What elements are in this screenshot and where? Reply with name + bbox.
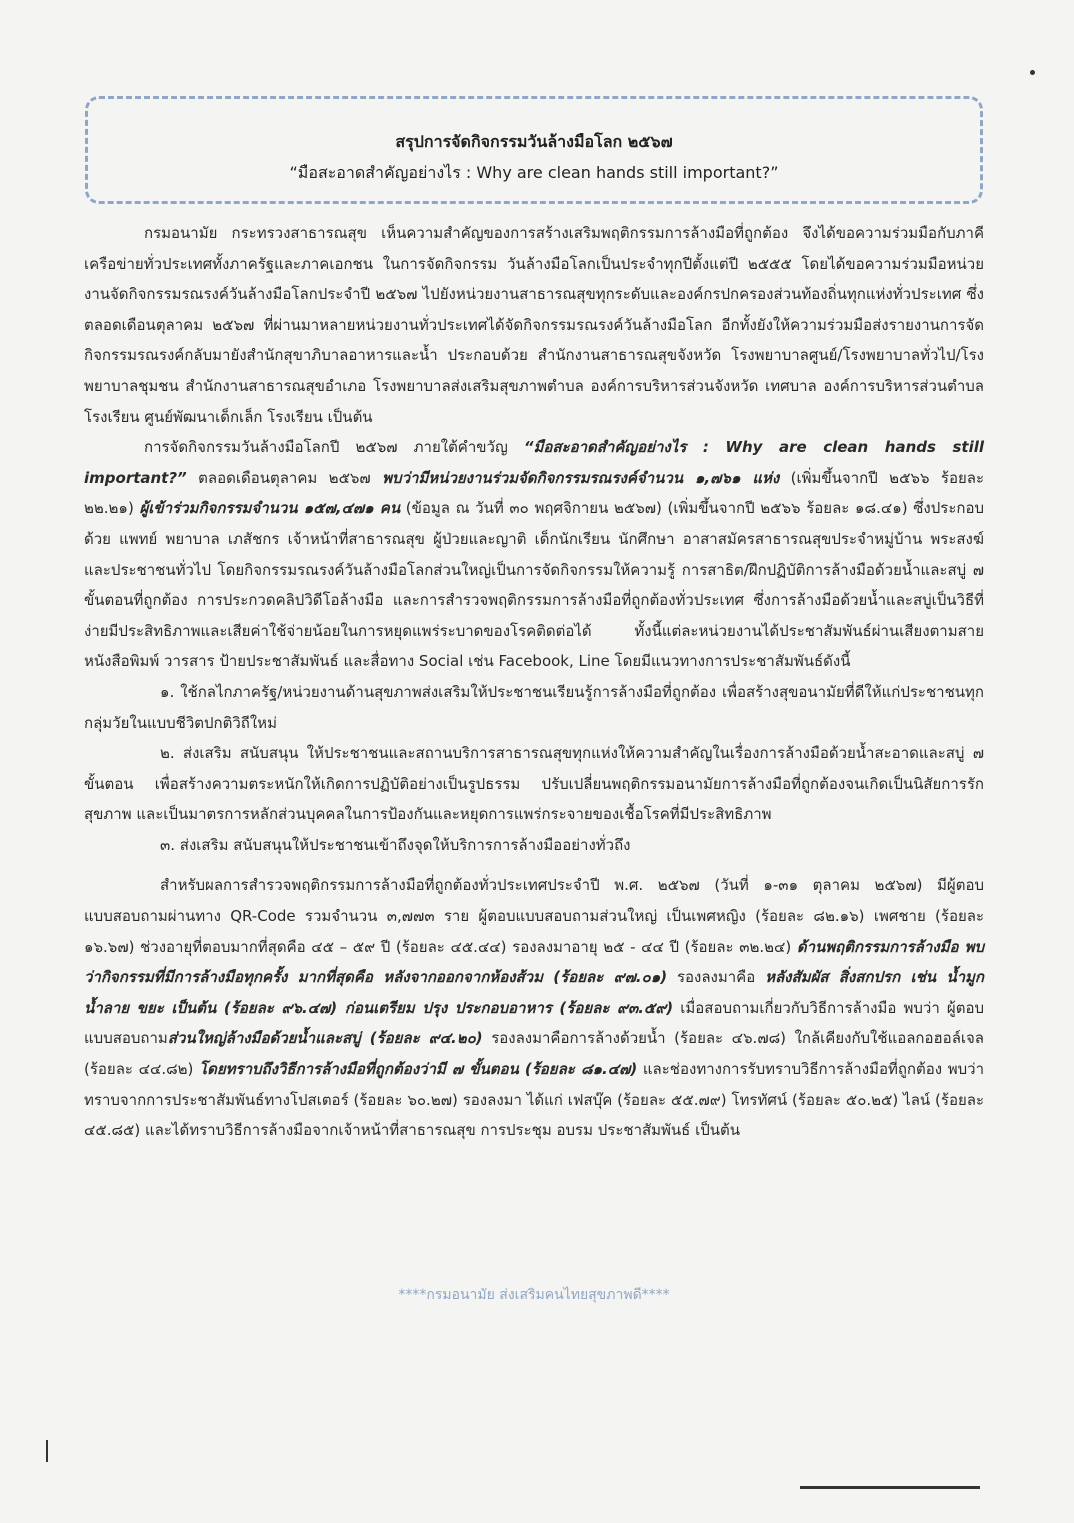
paragraph-3-part-e: เมื่อสอบถามเกี่ยวกับวิธีการล้างมือ พบว่า ผู้ตอบแบบสอบถาม (84, 998, 984, 1048)
paragraph-2-agencies: พบว่ามีหน่วยงานร่วมจัดกิจกรรมรณรงค์จำนวน ๑,๗๖๑ แห่ง (382, 468, 780, 487)
scan-mark-left (46, 1440, 48, 1462)
paragraph-2 (84, 432, 984, 677)
paragraph-3-soap: ส่วนใหญ่ล้างมือด้วยน้ำและสบู่ (ร้อยละ ๙๔.๒๐) (167, 1029, 483, 1048)
list-item-1: ๑. ใช้กลไกภาครัฐ/หน่วยงานด้านสุขภาพส่งเสริมให้ประชาชนเรียนรู้การล้างมือที่ถูกต้อง เพื่อสร้างสุขอนามัยที่ดีให้แก่ประชาชนทุกกลุ่มวัยในแบบชีวิตปกติวิถีใหม่ (84, 682, 984, 732)
paragraph-1: กรมอนามัย กระทรวงสาธารณสุข เห็นความสำคัญของการสร้างเสริมพฤติกรรมการล้างมือที่ถูกต้อง จึงได้ขอความร่วมมือกับภาคีเครือข่ายทั่วประเทศทั้งภาครัฐและภาคเอกชน ในการจัดกิจกรรม วันล้างมือโลกเป็นประจำทุกปีตั้งแต่ปี ๒๕๕๕ โดยได้ขอความร่วมมือหน่วยงานจัดกิจกรรมรณรงค์วันล้างมือโลกประจำปี ๒๕๖๗ ไปยังหน่วยงานสาธารณสุขทุกระดับและองค์กรปกครองส่วนท้องถิ่นทุกแห่งทั่วประเทศ ซึ่งตลอดเดือนตุลาคม ๒๕๖๗ ที่ผ่านมาหลายหน่วยงานทั่วประเทศได้จัดกิจกรรมรณรงค์วันล้างมือโลก อีกทั้งยังให้ความร่วมมือส่งรายงานการจัดกิจกรรมรณรงค์กลับมายังสำนักสุขาภิบาลอาหารและน้ำ ประกอบด้วย สำนักงานสาธารณสุขจังหวัด โรงพยาบาลศูนย์/โรงพยาบาลทั่วไป/โรงพยาบาลชุมชน สำนักงานสาธารณสุขอำเภอ โรงพยาบาลส่งเสริมสุขภาพตำบล องค์การบริหารส่วนจังหวัด เทศบาล องค์การบริหารส่วนตำบล โรงเรียน ศูนย์พัฒนาเด็กเล็ก โรงเรียน เป็นต้น (84, 224, 984, 426)
scan-mark-right (800, 1486, 980, 1489)
document-body (84, 218, 984, 1146)
paragraph-3-part-c: รองลงมาคือ (667, 968, 766, 987)
spacer (84, 860, 984, 870)
paragraph-3-part-i: และช่องทางการรับทราบวิธีการล้างมือที่ถูกต้อง พบว่า ทราบจากการประชาสัมพันธ์ทางโปสเตอร์ (ร้อยละ ๖๐.๒๗) รองลงมา ได้แก่ เฟสบุ๊ค (ร้อยละ ๕๕.๗๙) โทรทัศน์ (ร้อยละ ๕๐.๒๕) ไลน์ (ร้อยละ ๔๕.๘๕) และได้ทราบวิธีการล้างมือจากเจ้าหน้าที่สาธารณสุข การประชุม อบรม ประชาสัมพันธ์ เป็นต้น (84, 1060, 984, 1140)
paragraph-3-part-a: สำหรับผลการสำรวจพฤติกรรมการล้างมือที่ถูกต้องทั่วประเทศประจำปี พ.ศ. ๒๕๖๗ (วันที่ ๑-๓๑ ตุลาคม ๒๕๖๗) มีผู้ตอบแบบสอบถามผ่านทาง QR-Code รวมจำนวน ๓,๗๗๓ ราย ผู้ตอบแบบสอบถามส่วนใหญ่ เป็นเพศหญิง (ร้อยละ ๘๒.๑๖) เพศชาย (ร้อยละ ๑๖.๖๗) ช่วงอายุที่ตอบมากที่สุดคือ ๔๕ – ๕๙ ปี (ร้อยละ ๔๕.๔๔) รองลงมาอายุ ๒๕ - ๔๔ ปี (ร้อยละ ๓๒.๒๔) (84, 876, 984, 956)
paragraph-2-part-a: การจัดกิจกรรมวันล้างมือโลกปี ๒๕๖๗ ภายใต้คำขวัญ (144, 438, 524, 457)
paragraph-3-second: หลังสัมผัส สิ่งสกปรก เช่น น้ำมูก น้ำลาย ขยะ เป็นต้น (ร้อยละ ๙๖.๔๗) ก่อนเตรียม ปรุง ประกอบอาหาร (ร้อยละ ๙๓.๕๙) (84, 968, 984, 1017)
paragraph-2-part-g: (ข้อมูล ณ วันที่ ๓๐ พฤศจิกายน ๒๕๖๗) (เพิ่มขึ้นจากปี ๒๕๖๖ ร้อยละ ๑๘.๔๑) ซึ่งประกอบด้วย แพทย์ พยาบาล เภสัชกร เจ้าหน้าที่สาธารณสุข ผู้ป่วยและญาติ เด็กนักเรียน นักศึกษา อาสาสมัครสาธารณสุขประจำหมู่บ้าน พระสงฆ์ และประชาชนทั่วไป โดยกิจกรรมรณรงค์วันล้างมือโลกส่วนใหญ่เป็นการจัดกิจกรรมให้ความรู้ การสาธิต/ฝึกปฏิบัติการล้างมือด้วยน้ำและสบู่ ๗ ขั้นตอนที่ถูกต้อง การประกวดคลิปวิดีโอล้างมือ และการสำรวจพฤติกรรมการล้างมือที่ถูกต้องทั่วประเทศ ซึ่งการล้างมือด้วยน้ำและสบู่เป็นวิธีที่ง่ายมีประสิทธิภาพและเสียค่าใช้จ่ายน้อยในการหยุดแพร่ระบาดของโรคติดต่อได้ ทั้งนี้แต่ละหน่วยงานได้ประชาสัมพันธ์ผ่านเสียงตามสาย หนังสือพิมพ์ วารสาร ป้ายประชาสัมพันธ์ และสื่อทาง Social เช่น Facebook, Line โดยมีแนวทางการประชาสัมพันธ์ดังนี้ (84, 499, 985, 671)
paragraph-3-seven-steps: โดยทราบถึงวิธีการล้างมือที่ถูกต้องว่ามี ๗ ขั้นตอน (ร้อยละ ๘๑.๔๗) (199, 1060, 638, 1079)
paragraph-3-part-g: รองลงมาคือการล้างด้วยน้ำ (ร้อยละ ๔๖.๗๘) ใกล้เคียงกับใช้แอลกอฮอล์เจล (ร้อยละ ๔๔.๘๒) (84, 1029, 984, 1079)
paragraph-2-part-e: (เพิ่มขึ้นจากปี ๒๕๖๖ ร้อยละ ๒๒.๒๑) (84, 468, 984, 518)
paragraph-2-slogan: “มือสะอาดสำคัญอย่างไร : Why are clean hands still important?” (84, 438, 984, 487)
footer-slogan: ****กรมอนามัย ส่งเสริมคนไทยสุขภาพดี**** (398, 1287, 670, 1303)
list-item-3: ๓. ส่งเสริม สนับสนุนให้ประชาชนเข้าถึงจุดให้บริการการล้างมืออย่างทั่วถึง (160, 835, 631, 854)
paragraph-3-behavior: ด้านพฤติกรรมการล้างมือ พบว่ากิจกรรมที่มีการล้างมือทุกครั้ง มากที่สุดคือ หลังจากออกจากห้องส้วม (ร้อยละ ๙๗.๐๑) (84, 937, 984, 987)
document-subtitle: “มือสะอาดสำคัญอย่างไร : Why are clean hands still important?” (289, 163, 779, 182)
document-title: สรุปการจัดกิจกรรมวันล้างมือโลก ๒๕๖๗ (395, 132, 673, 151)
list-item-2: ๒. ส่งเสริม สนับสนุน ให้ประชาชนและสถานบริการสาธารณสุขทุกแห่งให้ความสำคัญในเรื่องการล้างมือด้วยน้ำสะอาดและสบู่ ๗ ขั้นตอน เพื่อสร้างความตระหนักให้เกิดการปฏิบัติอย่างเป็นรูปธรรม ปรับเปลี่ยนพฤติกรรมอนามัยการล้างมือที่ถูกต้องจนเกิดเป็นนิสัยการรักสุขภาพ และเป็นมาตรการหลักส่วนบุคคลในการป้องกันและหยุดการแพร่กระจายของเชื้อโรคที่มีประสิทธิภาพ (84, 744, 984, 824)
paragraph-3 (84, 870, 984, 1145)
paragraph-2-participants: ผู้เข้าร่วมกิจกรรมจำนวน ๑๕๗,๔๗๑ คน (139, 499, 401, 518)
paragraph-2-part-c: ตลอดเดือนตุลาคม ๒๕๖๗ (186, 468, 383, 487)
scan-dot (1030, 70, 1035, 75)
